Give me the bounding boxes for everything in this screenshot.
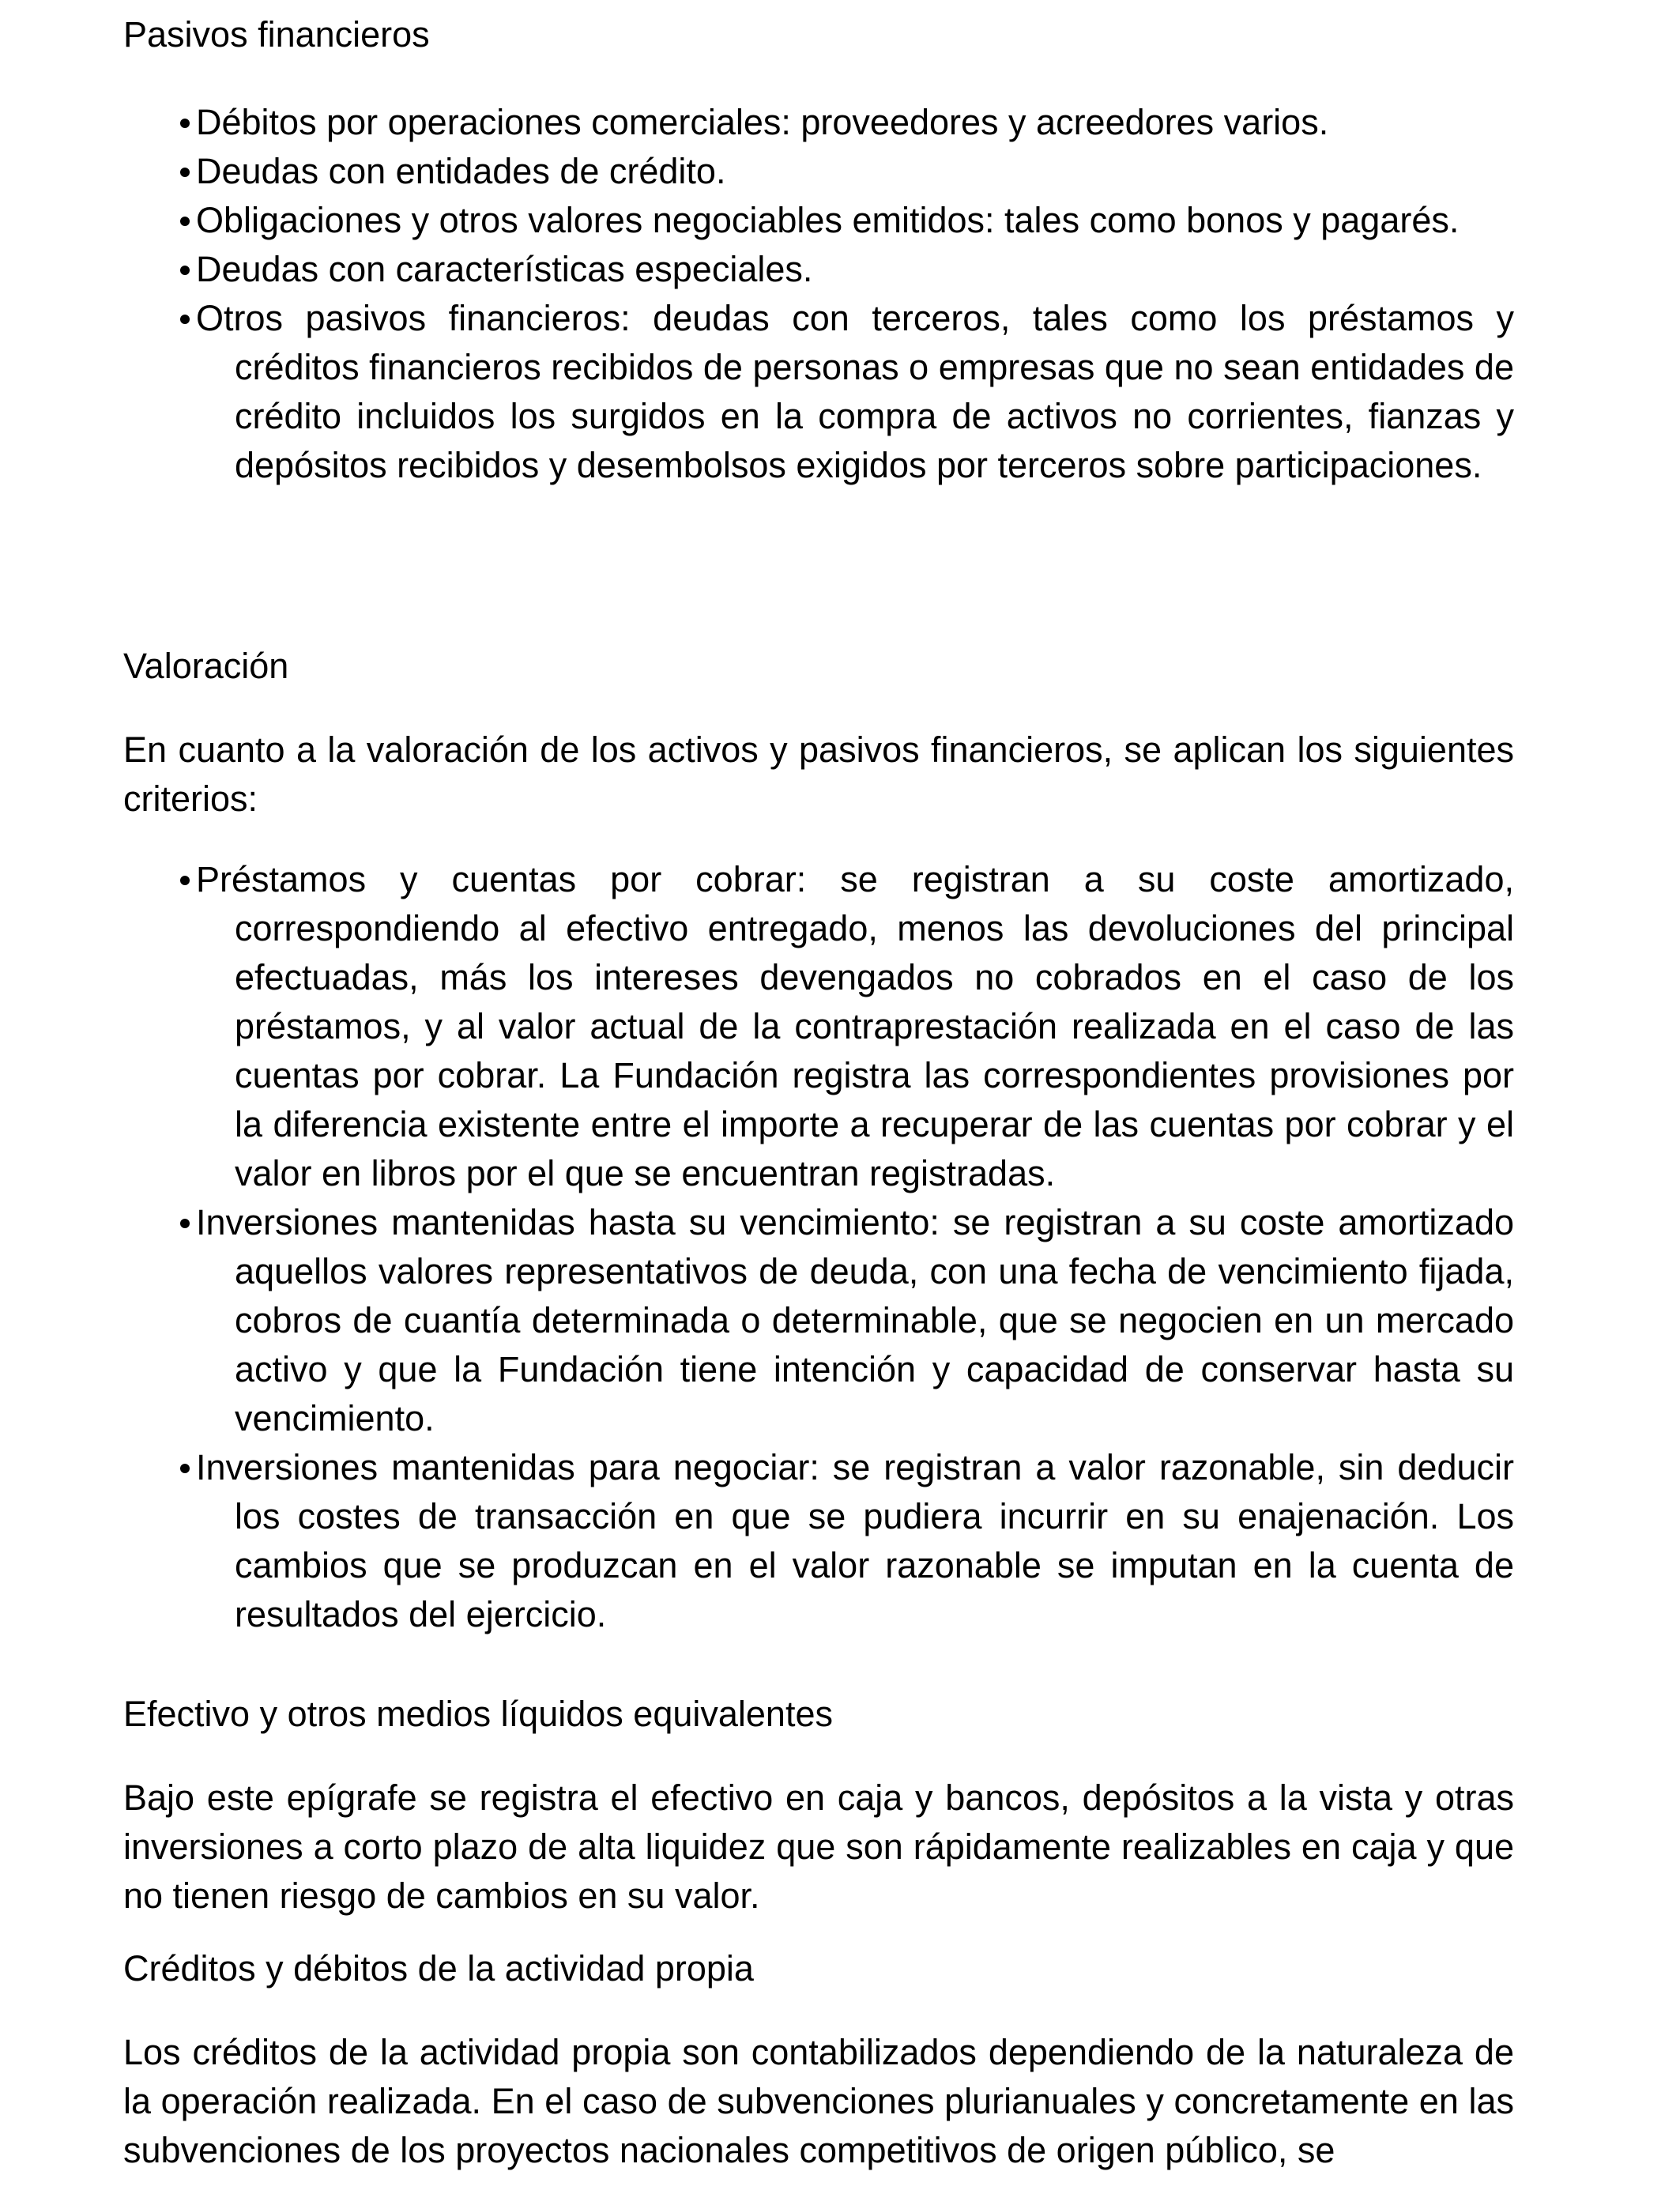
list-item: Otros pasivos financieros: deudas con terceros, tales como los préstamos y créditos financieros recibidos de personas o empresas que no sean entidades de crédito incluidos los surgidos en la compra de activos no corrientes, fianzas y depósitos recibidos y desembolsos exigidos por terceros sobre participaciones. [123,294,1514,490]
list-item: Préstamos y cuentas por cobrar: se registran a su coste amortizado, correspondiendo al efectivo entregado, menos las devoluciones del principal efectuadas, más los intereses devengados no cobrados en el caso de los préstamos, y al valor actual de la contraprestación realizada en el caso de las cuentas por cobrar. La Fundación registra las correspondientes provisiones por la diferencia existente entre el importe a recuperar de las cuentas por cobrar y el valor en libros por el que se encuentran registradas. [123,855,1514,1198]
list-item: Deudas con entidades de crédito. [123,147,1514,196]
section-heading-efectivo: Efectivo y otros medios líquidos equivalentes [123,1694,833,1734]
list-item: Inversiones mantenidas para negociar: se registran a valor razonable, sin deducir los costes de transacción en que se pudiera incurrir en su enajenación. Los cambios que se produzcan en el valor razonable se imputan en la cuenta de resultados del ejercicio. [123,1443,1514,1639]
section-heading-valoracion: Valoración [123,646,289,686]
list-item: Débitos por operaciones comerciales: proveedores y acreedores varios. [123,98,1514,147]
list-item: Obligaciones y otros valores negociables emitidos: tales como bonos y pagarés. [123,196,1514,245]
section-heading-creditos: Créditos y débitos de la actividad propia [123,1948,754,1989]
list-item: Deudas con características especiales. [123,245,1514,294]
section-heading-pasivos-financieros: Pasivos financieros [123,14,430,55]
efectivo-paragraph: Bajo este epígrafe se registra el efectivo en caja y bancos, depósitos a la vista y otras inversiones a corto plazo de alta liquidez que son rápidamente realizables en caja y que no tienen riesgo de cambios en su valor. [123,1777,1514,1916]
valoracion-bullet-list [123,855,1514,1639]
list-item: Inversiones mantenidas hasta su vencimiento: se registran a su coste amortizado aquellos valores representativos de deuda, con una fecha de vencimiento fijada, cobros de cuantía determinada o determinable, que se negocien en un mercado activo y que la Fundación tiene intención y capacidad de conservar hasta su vencimiento. [123,1198,1514,1443]
pasivos-bullet-list [123,98,1514,490]
valoracion-intro-paragraph: En cuanto a la valoración de los activos y pasivos financieros, se aplican los siguientes criterios: [123,729,1514,819]
creditos-paragraph: Los créditos de la actividad propia son contabilizados dependiendo de la naturaleza de la operación realizada. En el caso de subvenciones plurianuales y concretamente en las subvenciones de los proyectos nacionales competitivos de origen público, se [123,2032,1514,2170]
